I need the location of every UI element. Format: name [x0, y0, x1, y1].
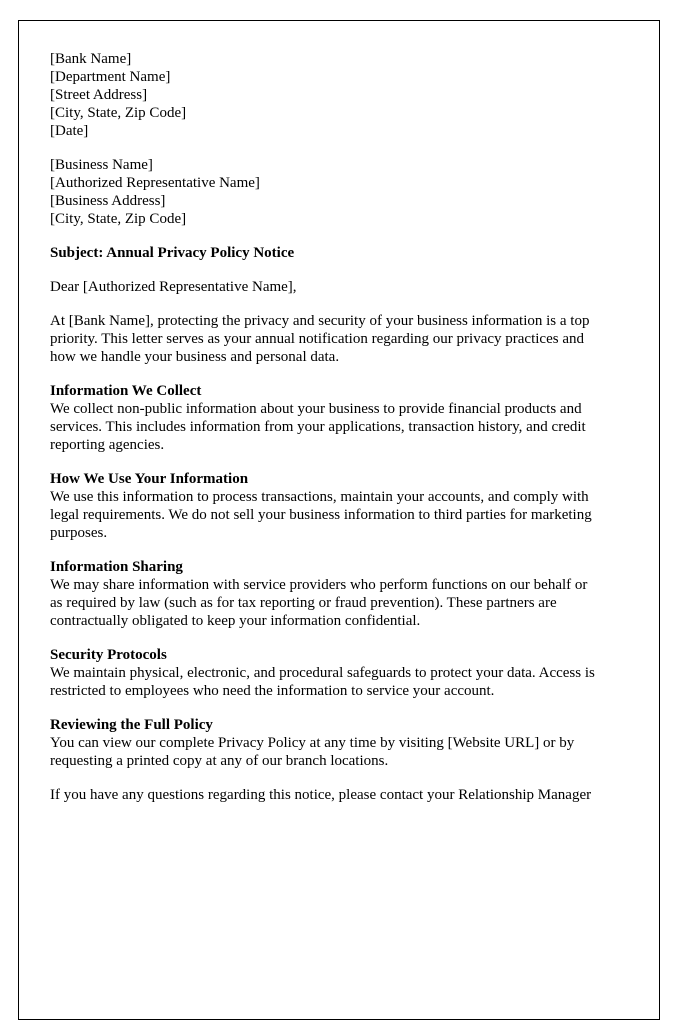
sender-bank-name: [Bank Name]	[50, 51, 132, 67]
recipient-business-name: [Business Name]	[50, 157, 153, 173]
section-heading: Information Sharing	[50, 559, 183, 575]
recipient-representative: [Authorized Representative Name]	[50, 175, 260, 191]
section-reviewing-full-policy	[50, 716, 640, 770]
sender-address	[50, 50, 640, 140]
sender-department: [Department Name]	[50, 69, 171, 85]
section-information-we-collect	[50, 382, 640, 454]
sender-street: [Street Address]	[50, 87, 148, 103]
recipient-city-state-zip: [City, State, Zip Code]	[50, 211, 187, 227]
section-line: We maintain physical, electronic, and procedural safeguards to protect your data. Access is	[50, 665, 595, 681]
section-heading: Security Protocols	[50, 647, 167, 663]
section-line: You can view our complete Privacy Policy at any time by visiting [Website URL] or by	[50, 735, 575, 751]
salutation: Dear [Authorized Representative Name],	[50, 279, 297, 295]
closing-line: If you have any questions regarding this notice, please contact your Relationship Manager	[50, 787, 592, 803]
section-line: We use this information to process transactions, maintain your accounts, and comply with	[50, 489, 589, 505]
letter-date: [Date]	[50, 123, 89, 139]
section-line: We may share information with service providers who perform functions on our behalf or	[50, 577, 588, 593]
intro-line: At [Bank Name], protecting the privacy and security of your business information is a top	[50, 313, 590, 329]
section-how-we-use	[50, 470, 640, 542]
letter-body	[50, 50, 640, 804]
section-line: services. This includes information from your applications, transaction history, and credit	[50, 419, 586, 435]
section-security-protocols	[50, 646, 640, 700]
intro-line: priority. This letter serves as your annual notification regarding our privacy practices and	[50, 331, 584, 347]
intro-line: how we handle your business and personal data.	[50, 349, 340, 365]
section-line: restricted to employees who need the information to service your account.	[50, 683, 495, 699]
section-heading: How We Use Your Information	[50, 471, 249, 487]
section-line: reporting agencies.	[50, 437, 165, 453]
section-line: as required by law (such as for tax reporting or fraud prevention). These partners are	[50, 595, 557, 611]
intro-paragraph	[50, 312, 640, 366]
letter-subject: Subject: Annual Privacy Policy Notice	[50, 245, 295, 261]
section-heading: Reviewing the Full Policy	[50, 717, 213, 733]
recipient-address-line: [Business Address]	[50, 193, 166, 209]
letter-page	[18, 20, 660, 1020]
section-line: contractually obligated to keep your information confidential.	[50, 613, 421, 629]
section-line: We collect non-public information about your business to provide financial products and	[50, 401, 582, 417]
section-information-sharing	[50, 558, 640, 630]
section-heading: Information We Collect	[50, 383, 202, 399]
recipient-address	[50, 156, 640, 228]
section-line: legal requirements. We do not sell your business information to third parties for marketing	[50, 507, 592, 523]
section-line: requesting a printed copy at any of our branch locations.	[50, 753, 389, 769]
sender-city-state-zip: [City, State, Zip Code]	[50, 105, 187, 121]
section-line: purposes.	[50, 525, 108, 541]
